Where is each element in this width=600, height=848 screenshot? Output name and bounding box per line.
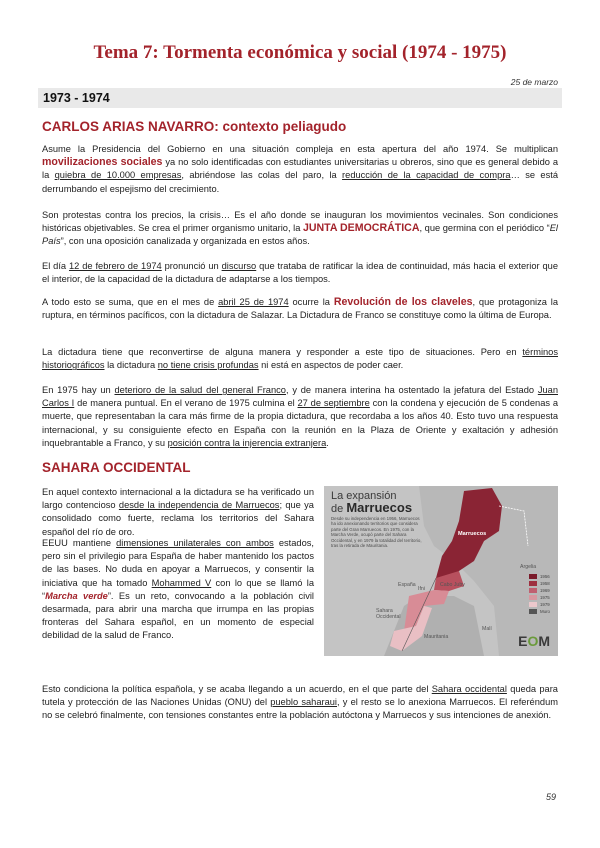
map-label-mauritania: Mauritania [424, 634, 449, 640]
text: ya no solo identificadas con estudiantes universitarias u obreros, sino que es general debido a la [42, 157, 559, 181]
highlight: Revolución de los claveles [333, 296, 473, 308]
highlight: Marcha verde [45, 590, 108, 601]
legend-item [529, 581, 550, 586]
arias-paragraph-3 [42, 260, 558, 286]
map-label-marruecos: Marruecos [458, 531, 487, 537]
map-legend [529, 574, 550, 616]
text: con lo que se llamó la “ [42, 577, 314, 601]
logo-letter: O [527, 633, 539, 649]
section-bar [38, 88, 562, 108]
map-title-line2: Marruecos [346, 500, 413, 515]
underlined-text: 12 de febrero de 1974 [68, 261, 162, 271]
map-label-argelia: Argelia [520, 564, 537, 570]
arias-heading: CARLOS ARIAS NAVARRO: contexto peliagudo [42, 119, 347, 134]
text: , y de manera interina ha ostentado la jefatura del Estado [285, 385, 538, 395]
text: estados, pero sin el privilegio para España de haber mantenido los pactos de las bases. No duda en apoyar a Marruecos, y consentir la iniciativa que ha tomado [42, 538, 314, 588]
legend-label: 1958 [539, 581, 550, 586]
page-number: 59 [545, 792, 556, 802]
legend-swatch [529, 602, 537, 607]
map-image [324, 486, 558, 656]
sahara-paragraph-1 [42, 486, 314, 539]
underlined-text: desde la independencia de Marruecos [118, 500, 280, 511]
text: , abriéndose las colas del paro, la [181, 170, 343, 181]
text: la dictadura [104, 360, 158, 371]
legend-swatch [529, 574, 537, 579]
text: EEUU mantiene [42, 538, 117, 548]
underlined-text: abril 25 de 1974 [218, 297, 289, 307]
text: ”, con una oposición canalizada y organizada en estos años. [60, 236, 310, 247]
map-logo [518, 633, 550, 649]
text: Esto condiciona la política española, y se acaba llegando a un acuerdo, en el que parte del [42, 684, 432, 694]
text: Asume la Presidencia del Gobierno en una situación compleja en esta apertura del año 1974. Se multiplican [42, 144, 558, 154]
text: El día [42, 261, 69, 271]
text: ocurre la [288, 297, 334, 307]
legend-item [529, 609, 550, 614]
legend-label: 1979 [539, 602, 550, 607]
section-title: 1973 - 1974 [43, 91, 110, 105]
underlined-text: quiebra de 10.000 empresas [54, 170, 182, 181]
legend-item [529, 602, 550, 607]
underlined-text: 27 de septiembre [297, 398, 370, 409]
legend-item [529, 574, 550, 579]
map-label-sahara: Sahara Occidental [376, 608, 401, 620]
logo-letter: E [518, 633, 528, 649]
legend-label: 1956 [539, 574, 550, 579]
highlight: movilizaciones sociales [42, 156, 163, 169]
text: ”. Es un reto, convocando a la población civil desarmada, para abrir una marcha que irrumpa en las propias fronteras del Sahara español, en un momento de especial debilidad de la salud de Franco. [42, 590, 314, 641]
underlined-text: pueblo saharaui [270, 697, 337, 708]
underlined-text: Sahara occidental [431, 684, 507, 694]
legend-item [529, 588, 550, 593]
arias-paragraph-6 [42, 384, 558, 450]
text: Son protestas contra los precios, la crisis… Es el año donde se inauguran los movimientos vecinales. Son condiciones históricas objetivables. Se crea el primer organismo unitario, la [42, 210, 558, 234]
legend-label: Muro [539, 609, 550, 614]
arias-paragraph-5 [42, 346, 558, 372]
underlined-text: dimensiones unilaterales con ambos [116, 538, 274, 548]
sahara-paragraph-2 [42, 537, 314, 643]
map-description: Desde su independencia en 1956, Marruecos ha ido anexionando territorios que considera parte del Gran Marruecos. En 1975, con la Marcha Verde, ocupó parte del Sahara Occidental, y en 1979 la totalidad del territorio, tras la retirada de Mauritania. [331, 516, 422, 549]
text: … se está derrumbando el espejismo del crecimiento. [42, 170, 559, 194]
arias-paragraph-2 [42, 209, 558, 249]
text: queda para tutela y protección de las Naciones Unidas (ONU) del [42, 684, 558, 708]
text: En aquel contexto internacional a la dictadura se ha verificado un largo contencioso [42, 487, 314, 511]
text: . [326, 437, 329, 448]
map-title-line1: La expansión [331, 490, 397, 502]
legend-label: 1975 [539, 595, 550, 600]
sahara-heading: SAHARA OCCIDENTAL [42, 460, 191, 475]
sahara-paragraph-3 [42, 683, 558, 723]
text: ni está en aspectos de poder caer. [258, 360, 404, 371]
map-label-mali: Malí [482, 626, 492, 632]
legend-swatch [529, 609, 537, 614]
arias-paragraph-1 [42, 143, 558, 196]
underlined-text: Mohammed V [151, 577, 212, 588]
text: pronunció un [161, 261, 222, 271]
underlined-text: no tiene crisis profundas [157, 360, 259, 371]
page-date: 25 de marzo [510, 77, 558, 87]
text: ; que ya consolidado como fuerte, reclama los territorios del Sahara español del río de oro. [42, 500, 314, 537]
text: , que germina con el periódico “ [419, 223, 550, 234]
text: de manera puntual. En el verano de 1975 culmina el [74, 398, 298, 409]
text: La dictadura tiene que reconvertirse de alguna manera y responder a este tipo de situaciones. Pero en [42, 347, 523, 357]
italic-text: El País [42, 223, 558, 247]
underlined-text: Juan Carlos I [42, 385, 558, 409]
map-title-prefix: de [331, 503, 344, 515]
map-label-espana: España [398, 582, 416, 588]
underlined-text: discurso [221, 261, 257, 271]
map-label-ifni: Ifni [418, 586, 425, 592]
text: que trataba de ratificar la idea de continuidad, más hacia el exterior que el interior, de la capacidad de la dictadura de adaptarse a los tiempos. [42, 261, 558, 285]
text: , que protagoniza la ruptura, en términos pacíficos, con la dictadura de Salazar. La Dictadura de Franco se constituye como la última de Europa. [42, 297, 558, 321]
underlined-text: deterioro de la salud del general Franco [114, 385, 286, 395]
legend-item [529, 595, 550, 600]
legend-swatch [529, 581, 537, 586]
text: En 1975 hay un [42, 385, 115, 395]
logo-letter: M [538, 633, 550, 649]
text: , y el resto se lo anexiona Marruecos. El referéndum no se celebró finalmente, con tensiones constantes entre la población autóctona y Marruecos y sus intenciones de anexión. [42, 697, 558, 721]
map-label-cabo: Cabo Juby [440, 582, 465, 588]
underlined-text: posición contra la injerencia extranjera [167, 437, 327, 448]
text: con la condena y ejecución de 5 condenas a muerte, que representaban la cara más firme de la propia dictadura, que recordaba a los años 40. Esto tuvo una respuesta internacional, y su consiguiente efecto en España con la reunión en la Plaza de Oriente y exaltación y adhesión inquebrantable a Franco, y su [42, 398, 558, 448]
map-title [331, 490, 412, 515]
underlined-text: términos historiográficos [42, 347, 558, 371]
page-title: Tema 7: Tormenta económica y social (1974 - 1975) [93, 42, 507, 63]
legend-swatch [529, 588, 537, 593]
text: A todo esto se suma, que en el mes de [42, 297, 219, 307]
arias-paragraph-4 [42, 296, 558, 322]
legend-label: 1969 [539, 588, 550, 593]
underlined-text: reducción de la capacidad de compra [342, 170, 511, 181]
legend-swatch [529, 595, 537, 600]
highlight: JUNTA DEMOCRÁTICA [302, 222, 420, 235]
